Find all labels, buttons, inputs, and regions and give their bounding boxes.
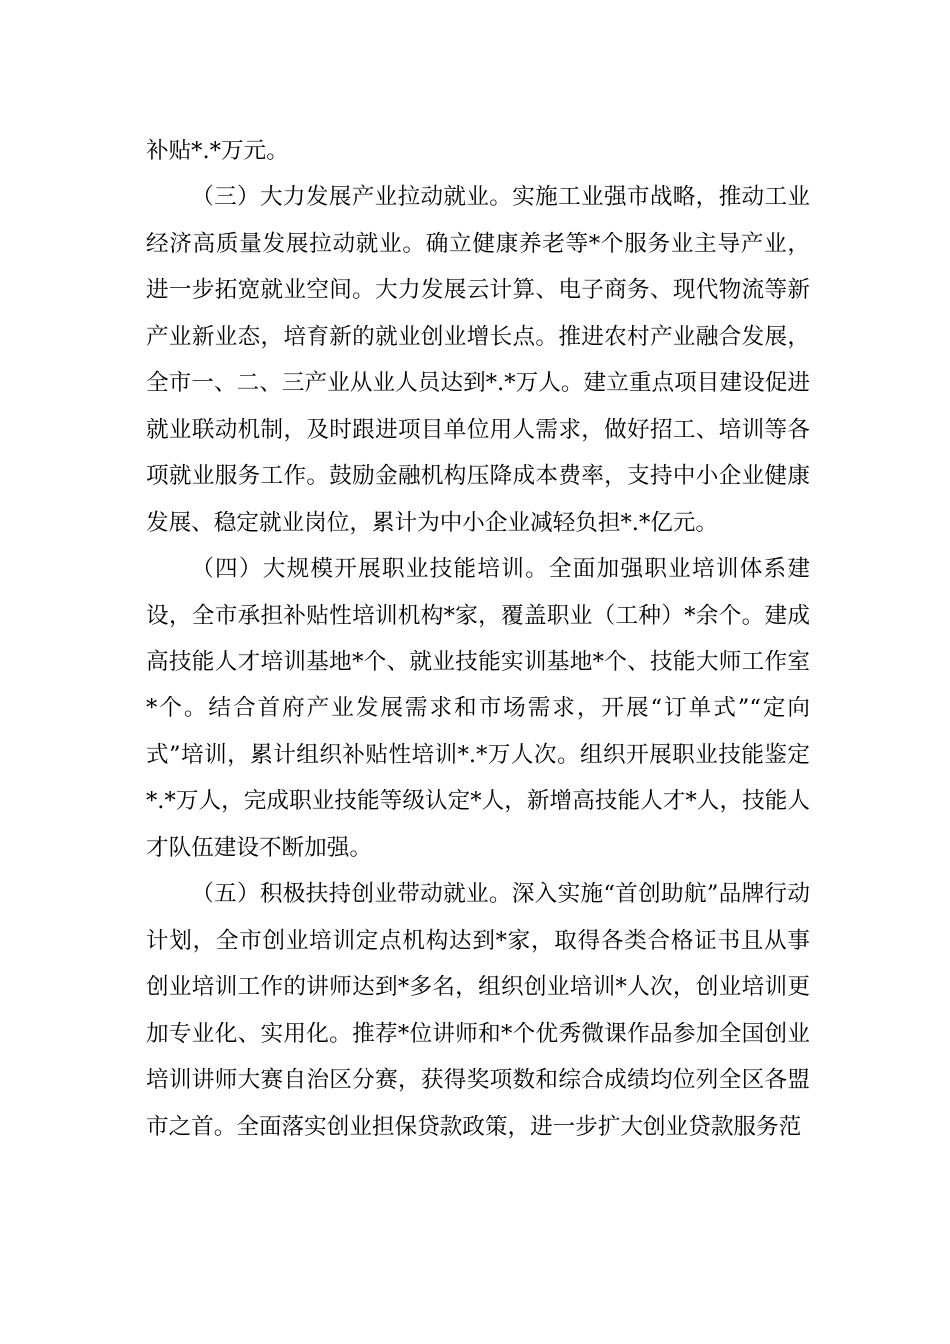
paragraph-entrepreneurship: （五）积极扶持创业带动就业。深入实施“首创助航”品牌行动计划，全市创业培训定点机构达到*家，取得各类合格证书且从事创业培训工作的讲师达到*多名，组织创业培训*人次，创业培训更加专业化、实用化。推荐*位讲师和*个优秀微课作品参加全国创业培训讲师大赛自治区分赛，获得奖项数和综合成绩均位列全区各盟市之首。全面落实创业担保贷款政策，进一步扩大创业贷款服务范 bbox=[146, 881, 810, 1140]
paragraph-skills-training: （四）大规模开展职业技能培训。全面加强职业培训体系建设，全市承担补贴性培训机构*家，覆盖职业（工种）*余个。建成高技能人才培训基地*个、就业技能实训基地*个、技能大师工作室*个。结合首府产业发展需求和市场需求，开展“订单式”“定向式”培训，累计组织补贴性培训*.*万人次。组织开展职业技能鉴定*.*万人，完成职业技能等级认定*人，新增高技能人才*人，技能人才队伍建设不断加强。 bbox=[146, 556, 810, 861]
paragraph-subsidy-continuation: 补贴*.*万元。 bbox=[146, 138, 289, 164]
paragraph-industry-employment: （三）大力发展产业拉动就业。实施工业强市战略，推动工业经济高质量发展拉动就业。确立健康养老等*个服务业主导产业，进一步拓宽就业空间。大力发展云计算、电子商务、现代物流等新产业新业态，培育新的就业创业增长点。推进农村产业融合发展，全市一、二、三产业从业人员达到*.*万人。建立重点项目建设促进就业联动机制，及时跟进项目单位用人需求，做好招工、培训等各项就业服务工作。鼓励金融机构压降成本费率，支持中小企业健康发展、稳定就业岗位，累计为中小企业减轻负担*.*亿元。 bbox=[146, 184, 810, 536]
document-body bbox=[146, 128, 810, 1150]
